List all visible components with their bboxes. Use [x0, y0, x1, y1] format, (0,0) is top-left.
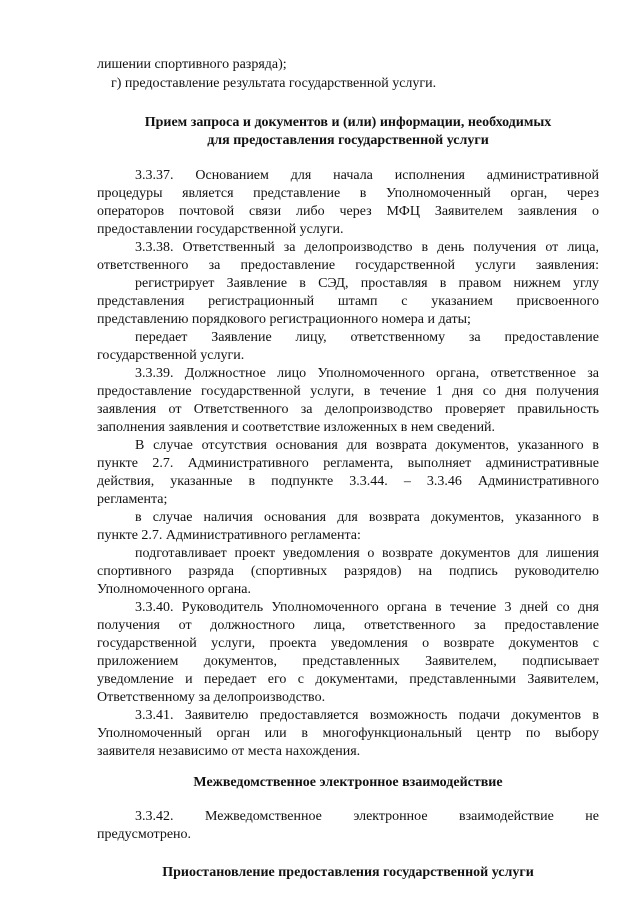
text-line: регламента; — [97, 492, 168, 507]
text-line: операторов почтовой связи либо через МФЦ Заявителем заявления о — [97, 204, 599, 219]
text-line: заявления от Ответственного за делопроизводство проверяет правильность — [97, 402, 599, 417]
text-line: заявителя независимо от места нахождения. — [97, 744, 361, 759]
text-line: государственной услуги, проекта уведомления о возврате документов с — [97, 636, 599, 651]
text-line: передает Заявление лицу, ответственному за предоставление — [135, 330, 599, 345]
section-heading: для предоставления государственной услуги — [207, 133, 489, 148]
text-line: представления регистрационный штамп с указанием присвоенного — [97, 294, 599, 309]
text-line: г) предоставление результата государственной услуги. — [111, 76, 437, 91]
text-line: в случае наличия основания для возврата документов, указанного в — [135, 510, 599, 525]
text-line: 3.3.39. Должностное лицо Уполномоченного органа, ответственное за — [135, 366, 599, 381]
text-line: предоставление государственной услуги, в течение 1 дня со дня получения — [97, 384, 599, 399]
text-line: ответственного за предоставление государственной услуги заявления: — [97, 258, 599, 273]
text-line: заполнения заявления и соответствие изложенных в нем сведений. — [97, 420, 496, 435]
text-line: Ответственному за делопроизводство. — [97, 690, 326, 705]
text-line: Уполномоченный орган или в многофункциональный центр по выбору — [97, 726, 599, 741]
text-line: получения от должностного лица, ответственного за предоставление — [97, 618, 599, 633]
text-line: 3.3.38. Ответственный за делопроизводство в день получения от лица, — [135, 240, 599, 255]
text-line: 3.3.41. Заявителю предоставляется возможность подачи документов в — [135, 708, 599, 723]
section-heading: Приостановление предоставления государственной услуги — [162, 865, 534, 880]
text-line: спортивного разряда (спортивных разрядов) на подпись руководителю — [97, 564, 599, 579]
text-line: государственной услуги. — [97, 348, 245, 363]
section-heading: Межведомственное электронное взаимодействие — [193, 775, 503, 790]
text-line: уведомление и передает его с документами, представленными Заявителем, — [97, 672, 599, 687]
text-line: приложением документов, представленных Заявителем, подписывает — [97, 654, 599, 669]
text-line: В случае отсутствия основания для возврата документов, указанного в — [135, 438, 599, 453]
text-line: 3.3.40. Руководитель Уполномоченного органа в течение 3 дней со дня — [135, 600, 599, 615]
text-line: предоставлении государственной услуги. — [97, 222, 344, 237]
text-line: лишении спортивного разряда); — [97, 57, 287, 72]
text-line: предусмотрено. — [97, 827, 192, 842]
text-line: 3.3.37. Основанием для начала исполнения административной — [135, 168, 599, 183]
section-heading: Прием запроса и документов и (или) информации, необходимых — [144, 115, 552, 130]
text-line: регистрирует Заявление в СЭД, проставляя в правом нижнем углу — [135, 276, 599, 291]
text-line: подготавливает проект уведомления о возврате документов для лишения — [135, 546, 599, 561]
text-line: представлению порядкового регистрационного номера и даты; — [97, 312, 471, 327]
text-line: пункте 2.7. Административного регламента, выполняет административные — [97, 456, 599, 471]
text-line: действия, указанные в подпункте 3.3.44. – 3.3.46 Административного — [97, 474, 599, 489]
text-line: пункте 2.7. Административного регламента: — [97, 528, 361, 543]
text-line: Уполномоченного органа. — [97, 582, 251, 597]
text-line: 3.3.42. Межведомственное электронное взаимодействие не — [135, 809, 599, 824]
text-line: процедуры является представление в Уполномоченный орган, через — [97, 186, 599, 201]
